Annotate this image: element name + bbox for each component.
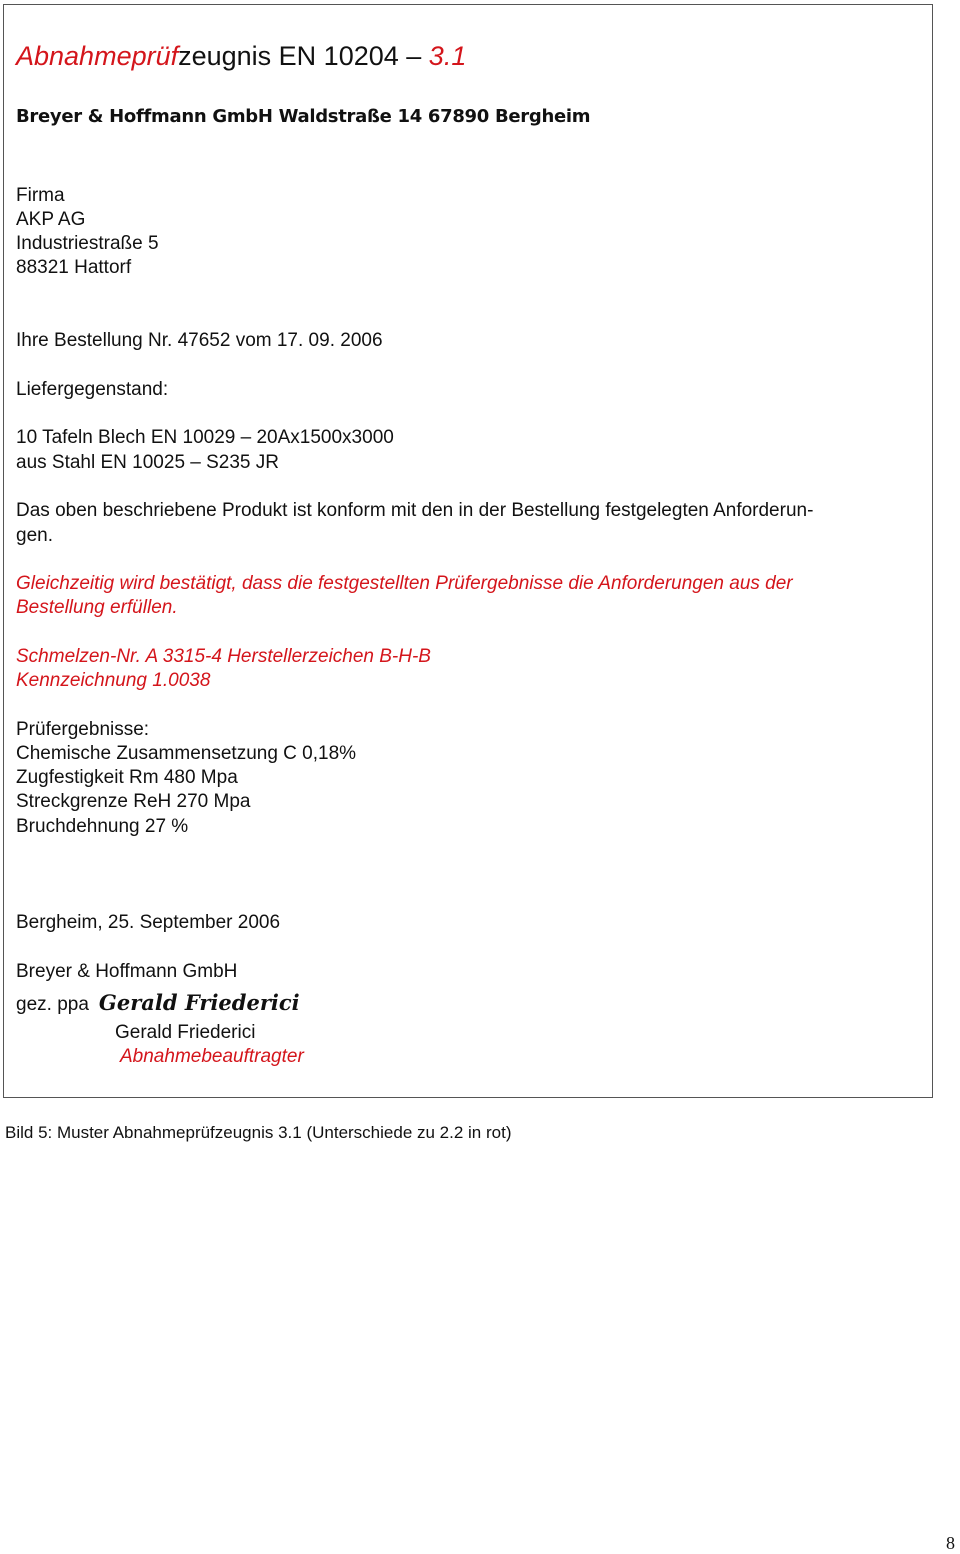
page-number: 8 [946,1533,955,1553]
recipient-line: Firma [16,185,65,206]
place-date: Bergheim, 25. September 2006 [16,912,281,933]
company-name: Breyer & Hoffmann GmbH [16,961,238,982]
figure-caption: Bild 5: Muster Abnahmeprüfzeugnis 3.1 (Unterschiede zu 2.2 in rot) [5,1123,512,1142]
delivery-label: Liefergegenstand: [16,379,169,400]
result-item: Bruchdehnung 27 % [16,816,189,837]
recipient-line: Industriestraße 5 [16,233,159,254]
handwritten-signature: Gerald Friederici [98,990,300,1015]
result-item: Streckgrenze ReH 270 Mpa [16,791,251,812]
confirmation-text: Bestellung erfüllen. [16,597,178,618]
marking-text: Kennzeichnung 1.0038 [16,670,211,691]
delivery-item: aus Stahl EN 10025 – S235 JR [16,452,280,473]
result-item: Zugfestigkeit Rm 480 Mpa [16,767,238,788]
signer-role: Abnahmebeauftragter [120,1046,304,1067]
order-reference: Ihre Bestellung Nr. 47652 vom 17. 09. 2006 [16,330,383,351]
results-label: Prüfergebnisse: [16,719,150,740]
signature-line [16,992,300,1016]
conformity-text: Das oben beschriebene Produkt ist konform mit den in der Bestellung festgelegten Anforderun- [16,500,814,521]
delivery-item: 10 Tafeln Blech EN 10029 – 20Ax1500x3000 [16,427,394,448]
result-item: Chemische Zusammensetzung C 0,18% [16,743,357,764]
signer-name: Gerald Friederici [115,1022,256,1043]
recipient-line: AKP AG [16,209,86,230]
title-black-part: zeugnis EN 10204 – [178,41,429,71]
recipient-line: 88321 Hattorf [16,257,132,278]
marking-text: Schmelzen-Nr. A 3315-4 Herstellerzeichen B-H-B [16,646,431,667]
document-title [16,40,466,72]
conformity-text: gen. [16,525,53,546]
title-red-part: Abnahmeprüf [16,41,179,71]
issuer-address: Breyer & Hoffmann GmbH Waldstraße 14 67890 Bergheim [16,106,591,127]
confirmation-text: Gleichzeitig wird bestätigt, dass die festgestellten Prüfergebnisse die Anforderungen aus der [16,573,793,594]
title-suffix: 3.1 [428,41,467,71]
signed-prefix: gez. ppa [16,994,89,1015]
